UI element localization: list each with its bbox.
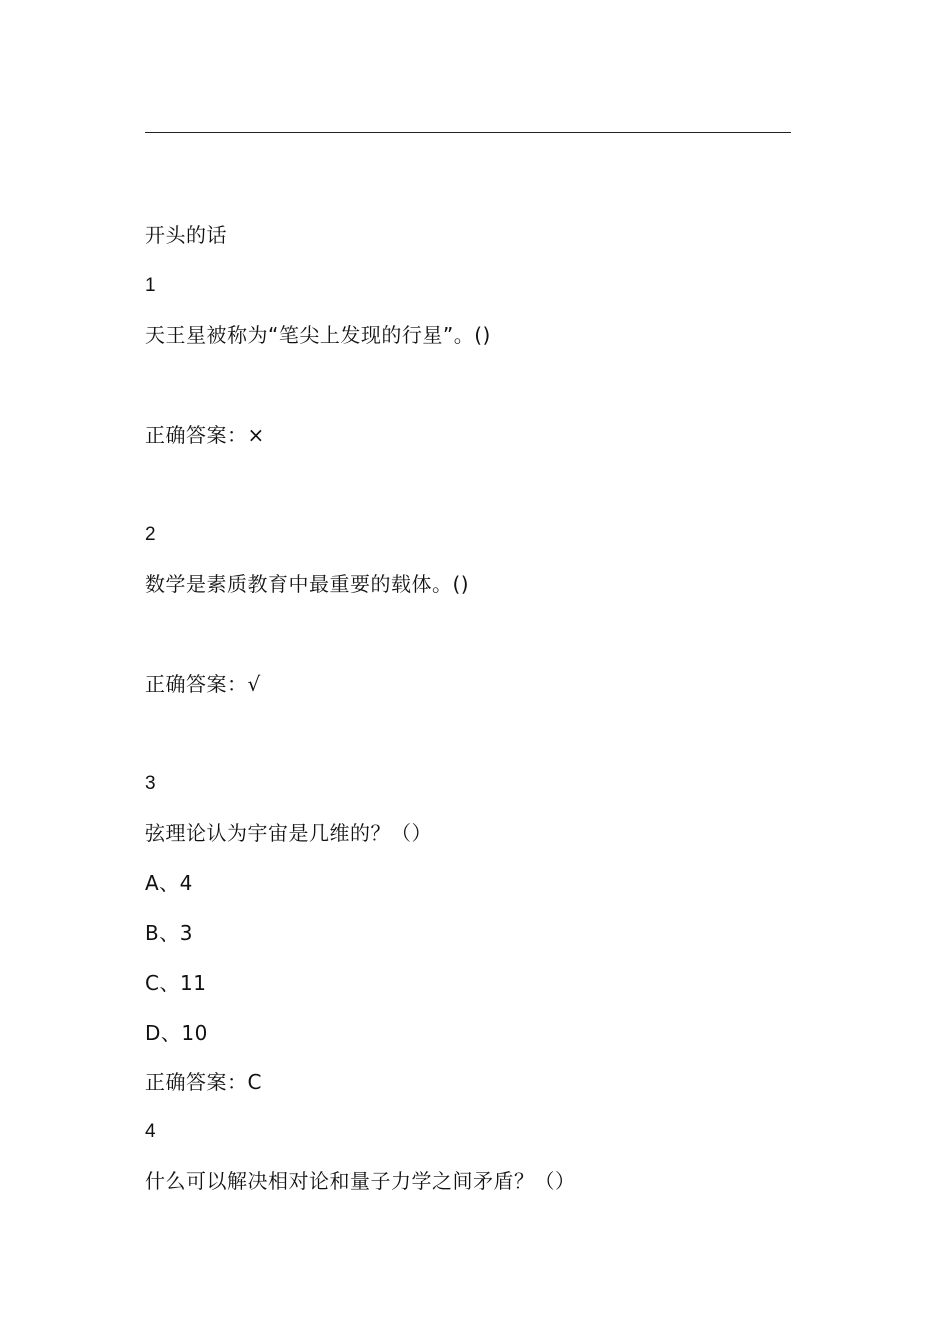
section-title: 开头的话 [145, 223, 227, 247]
question-2-number: 2 [145, 524, 157, 545]
question-3-option-a: A、4 [145, 871, 193, 895]
question-3-option-c: C、11 [145, 971, 207, 995]
question-3-answer: 正确答案：C [145, 1070, 262, 1094]
horizontal-rule [145, 132, 791, 133]
question-1-answer: 正确答案：× [145, 423, 265, 447]
question-1-text: 天王星被称为“笔尖上发现的行星”。() [145, 323, 491, 347]
question-3-number: 3 [145, 773, 157, 794]
question-3-text: 弦理论认为宇宙是几维的？（） [145, 821, 432, 845]
question-4-number: 4 [145, 1121, 157, 1142]
question-2-answer: 正确答案：√ [145, 672, 261, 696]
question-4-text: 什么可以解决相对论和量子力学之间矛盾？（） [145, 1169, 576, 1193]
question-3-option-d: D、10 [145, 1021, 208, 1045]
question-3-option-b: B、3 [145, 921, 193, 945]
question-2-text: 数学是素质教育中最重要的载体。() [145, 572, 470, 596]
question-1-number: 1 [145, 275, 157, 296]
